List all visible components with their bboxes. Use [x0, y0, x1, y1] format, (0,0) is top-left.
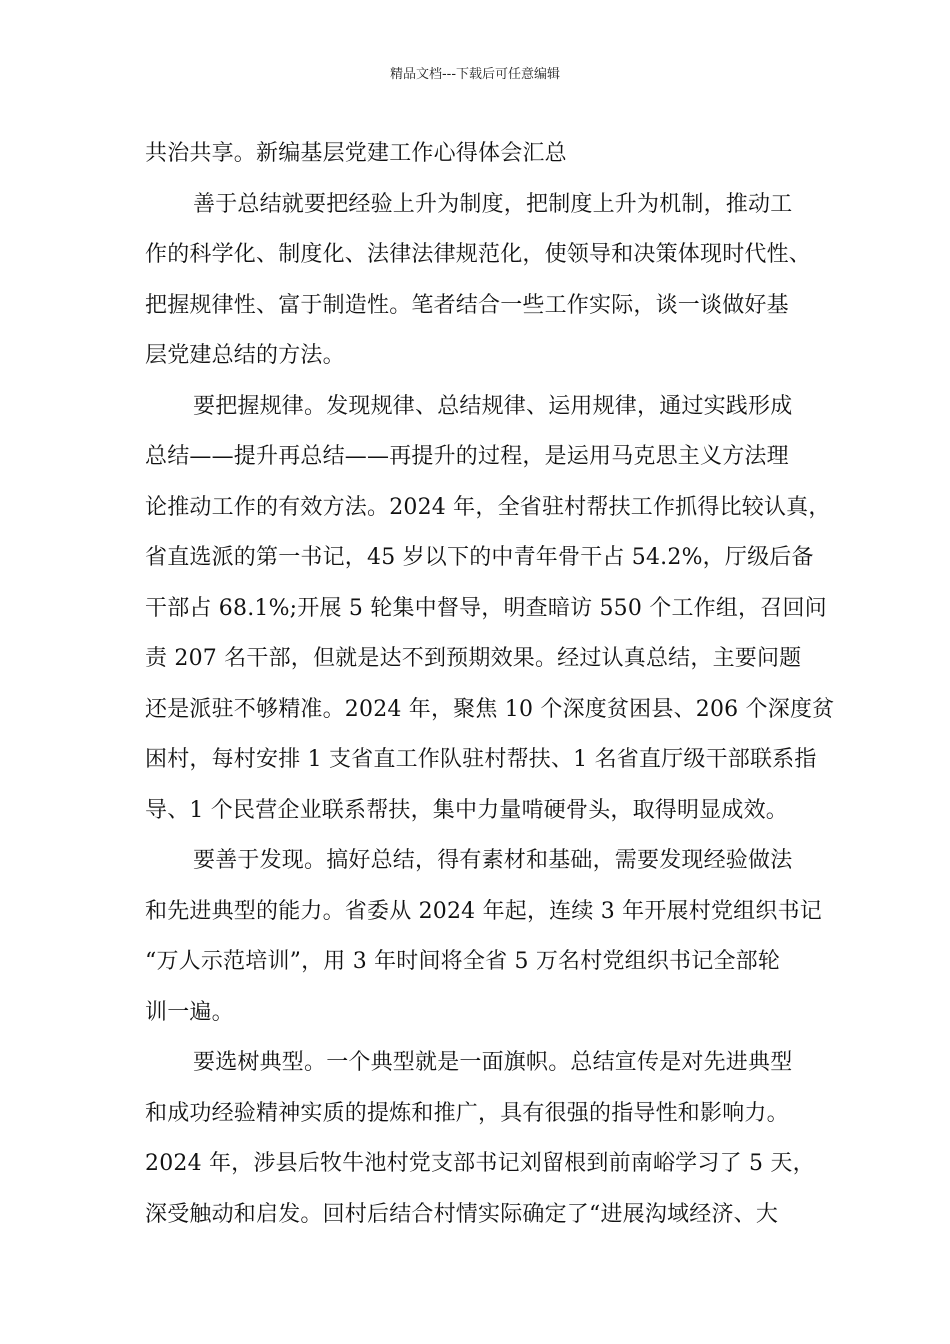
text-line: 善于总结就要把经验上升为制度，把制度上升为机制，推动工 — [193, 191, 793, 217]
text-line: 责 207 名干部，但就是达不到预期效果。经过认真总结，主要问题 — [145, 646, 802, 671]
text-line: 还是派驻不够精准。2024 年，聚焦 10 个深度贫困县、206 个深度贫 — [145, 696, 835, 722]
text-line: 共治共享。新编基层党建工作心得体会汇总 — [145, 141, 567, 166]
text-line: 要善于发现。搞好总结，得有素材和基础，需要发现经验做法 — [193, 848, 793, 873]
text-line: 和先进典型的能力。省委从 2024 年起，连续 3 年开展村党组织书记 — [145, 898, 822, 924]
document-body — [145, 129, 835, 1240]
text-line: 论推动工作的有效方法。2024 年，全省驻村帮扶工作抓得比较认真， — [145, 494, 831, 520]
text-line: 要选树典型。一个典型就是一面旗帜。总结宣传是对先进典型 — [193, 1050, 793, 1075]
text-line: 作的科学化、制度化、法律法律规范化，使领导和决策体现时代性、 — [145, 242, 812, 267]
text-line: 2024 年，涉县后牧牛池村党支部书记刘留根到前南峪学习了 5 天， — [145, 1151, 815, 1176]
text-line: 困村，每村安排 1 支省直工作队驻村帮扶、1 名省直厅级干部联系指 — [145, 747, 817, 772]
text-line: 层党建总结的方法。 — [145, 343, 345, 368]
text-line: 深受触动和启发。回村后结合村情实际确定了“进展沟域经济、大 — [145, 1201, 779, 1227]
text-line: 训一遍。 — [145, 999, 234, 1025]
text-line: 省直选派的第一书记，45 岁以下的中青年骨干占 54.2%，厅级后备 — [145, 545, 814, 570]
text-line: “万人示范培训”，用 3 年时间将全省 5 万名村党组织书记全部轮 — [145, 949, 781, 974]
text-line: 把握规律性、富于制造性。笔者结合一些工作实际，谈一谈做好基 — [145, 292, 789, 318]
page-header: 精品文档---下载后可任意编辑 — [389, 67, 561, 82]
text-line: 总结——提升再总结——再提升的过程，是运用马克思主义方法理 — [145, 444, 789, 469]
text-line: 导、1 个民营企业联系帮扶，集中力量啃硬骨头，取得明显成效。 — [145, 797, 788, 823]
text-line: 干部占 68.1%;开展 5 轮集中督导，明查暗访 550 个工作组，召回问 — [145, 595, 827, 621]
text-line: 要把握规律。发现规律、总结规律、运用规律，通过实践形成 — [193, 393, 793, 419]
text-line: 和成功经验精神实质的提炼和推广，具有很强的指导性和影响力。 — [145, 1100, 789, 1126]
